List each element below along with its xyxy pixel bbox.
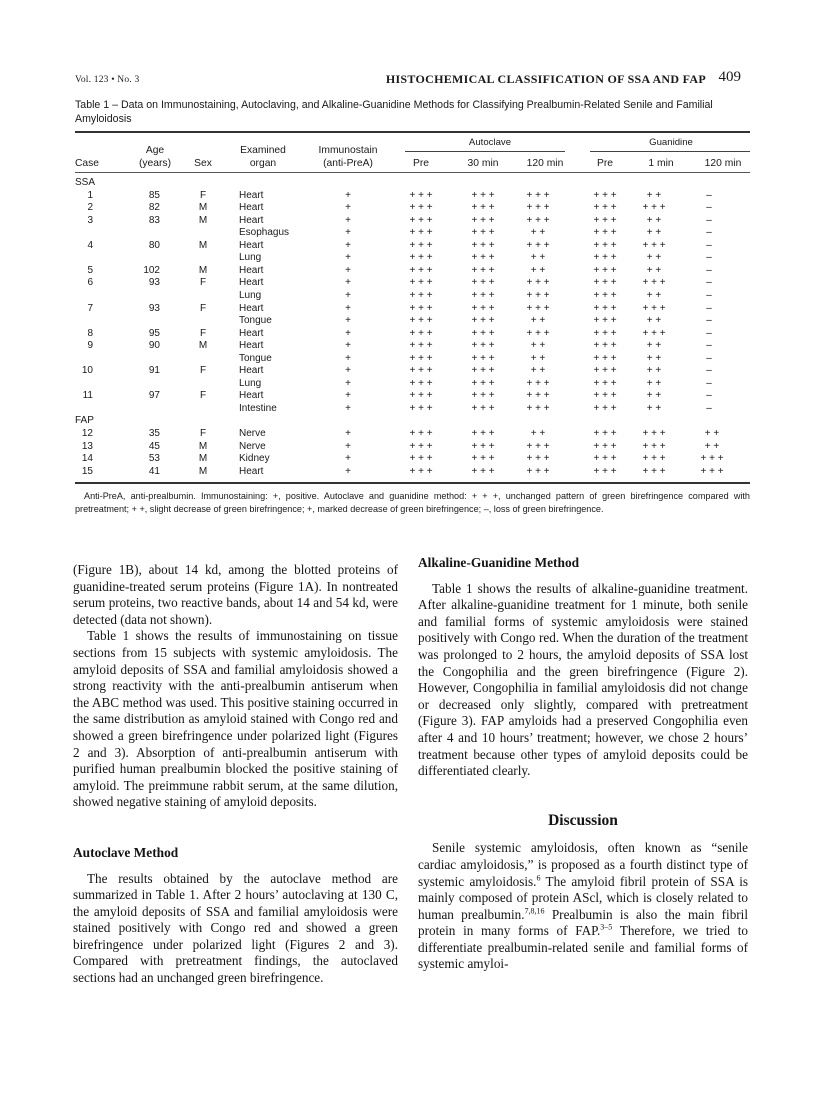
cell-guanidine-pre: + + + [593,465,617,477]
text-run: The amyloid fibril protein of SSA is mainly composed of protein AScl, which is closely related to human prealbumin. [418,873,748,922]
cell-guanidine-1min: + + [646,315,662,327]
cell-autoclave-30min: + + + [471,302,495,314]
table-bottom-rule [75,482,750,484]
cell-guanidine-pre: + + + [593,440,617,452]
cell-autoclave-120min: + + + [526,202,550,214]
cell-autoclave-30min: + + + [471,465,495,477]
cell-autoclave-120min: + + [530,352,546,364]
cell-sex: F [199,428,207,439]
cell-autoclave-120min: + + + [526,440,550,452]
section-heading-discussion: Discussion [548,811,618,829]
cell-guanidine-1min: + + [646,252,662,264]
cell-case: 7 [87,302,93,314]
cell-autoclave-30min: + + + [471,440,495,452]
cell-autoclave-pre: + + + [409,453,433,465]
cell-immunostain: + [345,227,351,239]
reference-superscript: 6 [536,873,541,883]
col-header-autoclave-120min: 120 min [526,158,564,169]
cell-guanidine-120min: – [706,189,712,201]
cell-sex: F [199,365,207,377]
col-header-guanidine-120min: 120 min [704,158,742,169]
cell-immunostain: + [345,402,351,414]
cell-autoclave-30min: + + + [471,340,495,352]
cell-autoclave-30min: + + + [471,264,495,276]
cell-autoclave-120min: + + + [526,377,550,389]
col-header-sex: Sex [194,158,212,169]
cell-sex: F [199,390,207,402]
cell-guanidine-1min: + + + [642,428,666,439]
page-number: 409 [718,69,741,85]
cell-autoclave-pre: + + + [409,390,433,402]
cell-age: 93 [148,302,160,314]
cell-autoclave-30min: + + + [471,239,495,251]
cell-guanidine-pre: + + + [593,327,617,339]
cell-immunostain: + [345,214,351,226]
cell-guanidine-1min: + + + [642,239,666,251]
cell-organ: Heart [239,189,264,201]
cell-guanidine-pre: + + + [593,289,617,301]
cell-case: 13 [81,440,93,452]
table-caption: Table 1 – Data on Immunostaining, Autoclaving, and Alkaline-Guanidine Methods for Classifying Prealbumin-Related Senile and Familial Amyloidosis [75,99,713,125]
cell-guanidine-pre: + + + [593,428,617,439]
paragraph-discussion [418,840,748,973]
section-heading-autoclave: Autoclave Method [73,844,179,860]
cell-age: 53 [148,453,160,465]
cell-case: 4 [87,239,93,251]
cell-organ: Heart [239,365,264,377]
cell-case: 2 [87,202,93,214]
cell-sex: F [199,189,207,201]
cell-guanidine-pre: + + + [593,315,617,327]
cell-guanidine-1min: + + + [642,327,666,339]
guanidine-span-rule [590,151,750,152]
cell-organ: Tongue [239,352,272,364]
cell-autoclave-30min: + + + [471,202,495,214]
cell-guanidine-pre: + + + [593,377,617,389]
cell-guanidine-1min: + + [646,214,662,226]
cell-organ: Nerve [239,428,266,439]
cell-age: 90 [148,340,160,352]
cell-immunostain: + [345,302,351,314]
cell-guanidine-120min: + + [704,440,720,452]
cell-autoclave-120min: + + + [526,239,550,251]
text-run: Therefore, we tried to differentiate prealbumin-related senile and familial forms of systemic amyloi- [418,923,748,972]
paragraph: Table 1 shows the results of alkaline-guanidine treatment. After alkaline-guanidine treatment for 1 minute, both senile and familial forms of systemic amyloidosis were stained positively with Congo red. When the duration of the treatment was prolonged to 2 hours, the amyloid deposits of SSA lost the Congophilia and the green birefringence (Figure 2). However, Congophilia in familial amyloidosis did not change or decreased only slightly, compared with pretreatment (Figure 3). FAP amyloids had a preserved Congophilia even after 4 and 10 hours’ treatment; however, we chose 2 hours’ treatment because other types of amyloid deposits could be differentiated clearly. [418,580,748,779]
cell-autoclave-120min: + + + [526,289,550,301]
cell-guanidine-120min: – [706,377,712,389]
group-label: FAP [75,415,94,427]
cell-immunostain: + [345,315,351,327]
cell-guanidine-120min: – [706,302,712,314]
cell-organ: Lung [239,289,262,301]
cell-age: 35 [148,428,160,439]
cell-age: 97 [148,390,160,402]
cell-autoclave-pre: + + + [409,264,433,276]
cell-autoclave-30min: + + + [471,189,495,201]
cell-guanidine-pre: + + + [593,189,617,201]
cell-autoclave-pre: + + + [409,302,433,314]
cell-guanidine-1min: + + + [642,465,666,477]
cell-age: 95 [148,327,160,339]
cell-guanidine-1min: + + + [642,440,666,452]
cell-autoclave-30min: + + + [471,428,495,439]
cell-guanidine-1min: + + [646,352,662,364]
cell-sex: F [199,302,207,314]
paragraph: (Figure 1B), about 14 kd, among the blotted proteins of guanidine-treated serum proteins (Figure 1A). In nontreated serum proteins, two reactive bands, about 14 and 54 kd, were detected (data not shown). [73,562,398,627]
cell-autoclave-30min: + + + [471,214,495,226]
cell-case: 15 [81,465,93,477]
cell-case: 1 [87,189,93,201]
cell-guanidine-pre: + + + [593,277,617,289]
cell-guanidine-1min: + + [646,390,662,402]
cell-autoclave-pre: + + + [409,440,433,452]
cell-autoclave-pre: + + + [409,289,433,301]
cell-autoclave-120min: + + [530,340,546,352]
cell-autoclave-pre: + + + [409,428,433,439]
cell-autoclave-120min: + + + [526,453,550,465]
cell-organ: Kidney [239,453,270,465]
cell-autoclave-120min: + + + [526,302,550,314]
cell-guanidine-1min: + + [646,227,662,239]
cell-guanidine-1min: + + + [642,202,666,214]
cell-autoclave-120min: + + [530,428,546,439]
cell-organ: Nerve [239,440,266,452]
cell-guanidine-pre: + + + [593,214,617,226]
cell-autoclave-pre: + + + [409,402,433,414]
cell-sex: F [199,277,207,289]
cell-immunostain: + [345,453,351,465]
cell-case: 10 [81,365,93,377]
col-header-guanidine-pre: Pre [596,158,614,169]
cell-case: 14 [81,453,93,465]
cell-guanidine-120min: – [706,289,712,301]
cell-autoclave-pre: + + + [409,252,433,264]
cell-case: 9 [87,340,93,352]
cell-organ: Heart [239,327,264,339]
cell-autoclave-pre: + + + [409,227,433,239]
autoclave-span-rule [405,151,565,152]
cell-autoclave-120min: + + [530,264,546,276]
cell-age: 93 [148,277,160,289]
cell-guanidine-pre: + + + [593,402,617,414]
table-footnote: Anti-PreA, anti-prealbumin. Immunostaining: +, positive. Autoclave and guanidine method: + + +, unchanged pattern of green birefringence compared with pretreatment; + +, slight decrease of green birefringence; +, marked decrease of green birefringence; –, loss of green birefringence. [75,491,750,514]
cell-immunostain: + [345,340,351,352]
cell-age: 85 [148,189,160,201]
cell-organ: Heart [239,214,264,226]
cell-guanidine-1min: + + [646,289,662,301]
cell-sex: M [198,239,208,251]
cell-sex: M [198,340,208,352]
cell-autoclave-30min: + + + [471,365,495,377]
cell-guanidine-pre: + + + [593,239,617,251]
text-run: Prealbumin is also the main fibril protein in many forms of FAP. [418,906,749,939]
col-header-age-line1: Age [145,145,165,156]
cell-autoclave-pre: + + + [409,189,433,201]
paragraph: The results obtained by the autoclave method are summarized in Table 1. After 2 hours’ autoclaving at 130 C, the amyloid deposits of SSA and familial amyloidosis were stained positively with Congo red and showed a green birefringence under polarized light (Figures 2 and 3). Compared with pretreatment findings, the autoclaved sections had an unchanged green birefringence. [73,870,398,986]
cell-organ: Heart [239,202,264,214]
cell-guanidine-pre: + + + [593,352,617,364]
cell-case: 3 [87,214,93,226]
cell-autoclave-30min: + + + [471,453,495,465]
cell-autoclave-pre: + + + [409,214,433,226]
cell-guanidine-120min: – [706,340,712,352]
cell-immunostain: + [345,252,351,264]
cell-immunostain: + [345,440,351,452]
cell-autoclave-120min: + + + [526,277,550,289]
cell-guanidine-120min: – [706,252,712,264]
cell-guanidine-120min: – [706,227,712,239]
group-header-autoclave: Autoclave [468,137,512,148]
cell-organ: Tongue [239,315,272,327]
cell-guanidine-120min: – [706,365,712,377]
running-header-title: HISTOCHEMICAL CLASSIFICATION OF SSA AND FAP [385,72,706,86]
cell-guanidine-1min: + + + [642,302,666,314]
cell-guanidine-120min: + + + [700,465,724,477]
cell-autoclave-pre: + + + [409,327,433,339]
table-top-rule [75,131,750,133]
cell-guanidine-pre: + + + [593,365,617,377]
cell-immunostain: + [345,428,351,439]
cell-autoclave-30min: + + + [471,390,495,402]
col-header-immuno-line1: Immunostain [318,145,378,156]
cell-guanidine-1min: + + + [642,453,666,465]
cell-guanidine-pre: + + + [593,453,617,465]
cell-autoclave-120min: + + + [526,390,550,402]
cell-case: 5 [87,264,93,276]
cell-immunostain: + [345,189,351,201]
cell-guanidine-1min: + + [646,377,662,389]
cell-case: 6 [87,277,93,289]
cell-guanidine-120min: + + [704,428,720,439]
group-header-guanidine: Guanidine [649,137,693,148]
cell-autoclave-30min: + + + [471,315,495,327]
cell-organ: Heart [239,465,264,477]
cell-autoclave-pre: + + + [409,377,433,389]
cell-age: 82 [148,202,160,214]
cell-organ: Intestine [239,402,277,414]
reference-superscript: 3–5 [600,922,613,932]
cell-immunostain: + [345,327,351,339]
cell-autoclave-pre: + + + [409,465,433,477]
cell-age: 80 [148,239,160,251]
cell-case: 11 [82,390,93,402]
cell-immunostain: + [345,239,351,251]
cell-guanidine-pre: + + + [593,264,617,276]
cell-guanidine-120min: – [706,352,712,364]
cell-guanidine-120min: – [706,214,712,226]
cell-guanidine-pre: + + + [593,340,617,352]
cell-organ: Esophagus [239,227,290,239]
cell-immunostain: + [345,277,351,289]
cell-sex: M [198,202,208,214]
cell-autoclave-120min: + + + [526,214,550,226]
cell-organ: Heart [239,302,264,314]
cell-immunostain: + [345,264,351,276]
cell-autoclave-30min: + + + [471,227,495,239]
cell-autoclave-pre: + + + [409,340,433,352]
cell-guanidine-120min: – [706,264,712,276]
body-column-right [418,555,748,973]
cell-immunostain: + [345,377,351,389]
cell-guanidine-120min: – [706,327,712,339]
body-column-left [73,562,398,987]
cell-guanidine-120min: – [706,277,712,289]
cell-guanidine-1min: + + [646,402,662,414]
cell-immunostain: + [345,202,351,214]
cell-organ: Lung [239,252,262,264]
cell-autoclave-pre: + + + [409,352,433,364]
cell-immunostain: + [345,289,351,301]
col-header-guanidine-1min: 1 min [648,158,674,169]
cell-sex: F [199,327,207,339]
cell-organ: Heart [239,340,264,352]
cell-autoclave-30min: + + + [471,327,495,339]
col-header-organ-line1: Examined [240,145,286,156]
cell-organ: Heart [239,390,264,402]
cell-sex: M [198,214,208,226]
cell-organ: Heart [239,239,264,251]
cell-autoclave-30min: + + + [471,252,495,264]
reference-superscript: 7,8,16 [524,906,545,916]
cell-guanidine-120min: – [706,390,712,402]
cell-guanidine-pre: + + + [593,390,617,402]
cell-autoclave-120min: + + + [526,465,550,477]
cell-autoclave-120min: + + [530,227,546,239]
col-header-autoclave-30min: 30 min [467,158,499,169]
cell-case: 12 [81,428,93,439]
cell-guanidine-1min: + + + [642,277,666,289]
running-header-volume: Vol. 123 • No. 3 [75,75,140,85]
cell-autoclave-120min: + + + [526,402,550,414]
cell-sex: M [198,264,208,276]
cell-guanidine-1min: + + [646,189,662,201]
cell-case: 8 [87,327,93,339]
cell-guanidine-pre: + + + [593,202,617,214]
cell-age: 91 [148,365,160,377]
cell-immunostain: + [345,390,351,402]
cell-organ: Heart [239,264,264,276]
cell-guanidine-120min: – [706,202,712,214]
cell-age: 83 [148,214,160,226]
cell-guanidine-pre: + + + [593,252,617,264]
cell-autoclave-120min: + + + [526,189,550,201]
cell-autoclave-pre: + + + [409,365,433,377]
col-header-autoclave-pre: Pre [412,158,430,169]
text-run: Senile systemic amyloidosis, often known as “senile cardiac amyloidosis,” is proposed as a fourth distinct type of systemic amyloidosis. [418,840,748,889]
cell-age: 45 [148,440,160,452]
cell-guanidine-pre: + + + [593,227,617,239]
cell-guanidine-120min: – [706,402,712,414]
cell-autoclave-30min: + + + [471,402,495,414]
cell-autoclave-30min: + + + [471,289,495,301]
cell-sex: M [198,453,208,465]
cell-age: 102 [143,264,160,276]
col-header-case: Case [75,158,100,169]
section-heading-alkaline-guanidine: Alkaline-Guanidine Method [418,555,580,570]
cell-autoclave-30min: + + + [471,352,495,364]
cell-immunostain: + [345,352,351,364]
cell-guanidine-1min: + + [646,340,662,352]
cell-autoclave-120min: + + [530,315,546,327]
cell-guanidine-120min: + + + [700,453,724,465]
col-header-immuno-line2: (anti-PreA) [323,158,373,169]
cell-guanidine-120min: – [706,315,712,327]
col-header-organ-line2: organ [249,158,277,169]
cell-sex: M [198,465,208,477]
table-header-rule [75,172,750,173]
cell-guanidine-1min: + + [646,365,662,377]
cell-organ: Lung [239,377,262,389]
cell-autoclave-120min: + + + [526,327,550,339]
col-header-age-line2: (years) [138,158,172,169]
cell-autoclave-30min: + + + [471,377,495,389]
cell-sex: M [198,440,208,452]
cell-autoclave-120min: + + [530,252,546,264]
cell-autoclave-30min: + + + [471,277,495,289]
cell-autoclave-pre: + + + [409,315,433,327]
cell-immunostain: + [345,465,351,477]
paragraph: Table 1 shows the results of immunostaining on tissue sections from 15 subjects with systemic amyloidosis. The amyloid deposits of SSA and familial amyloidosis showed a strong reactivity with the anti-prealbumin antiserum when the ABC method was used. This positive staining occurred in the same distribution as amyloid stained with Congo red and showed a green birefringence under polarized light (Figures 2 and 3). Absorption of anti-prealbumin antiserum with purified human prealbumin blocked the positive staining of amyloid. The preimmune rabbit serum, at the same dilution, showed negative staining of amyloid deposits. [73,628,398,810]
cell-autoclave-pre: + + + [409,277,433,289]
cell-guanidine-1min: + + [646,264,662,276]
cell-autoclave-pre: + + + [409,239,433,251]
cell-guanidine-pre: + + + [593,302,617,314]
cell-guanidine-120min: – [706,239,712,251]
cell-autoclave-120min: + + [530,365,546,377]
group-label: SSA [75,177,96,188]
cell-autoclave-pre: + + + [409,202,433,214]
cell-age: 41 [148,465,160,477]
cell-organ: Heart [239,277,264,289]
cell-immunostain: + [345,365,351,377]
